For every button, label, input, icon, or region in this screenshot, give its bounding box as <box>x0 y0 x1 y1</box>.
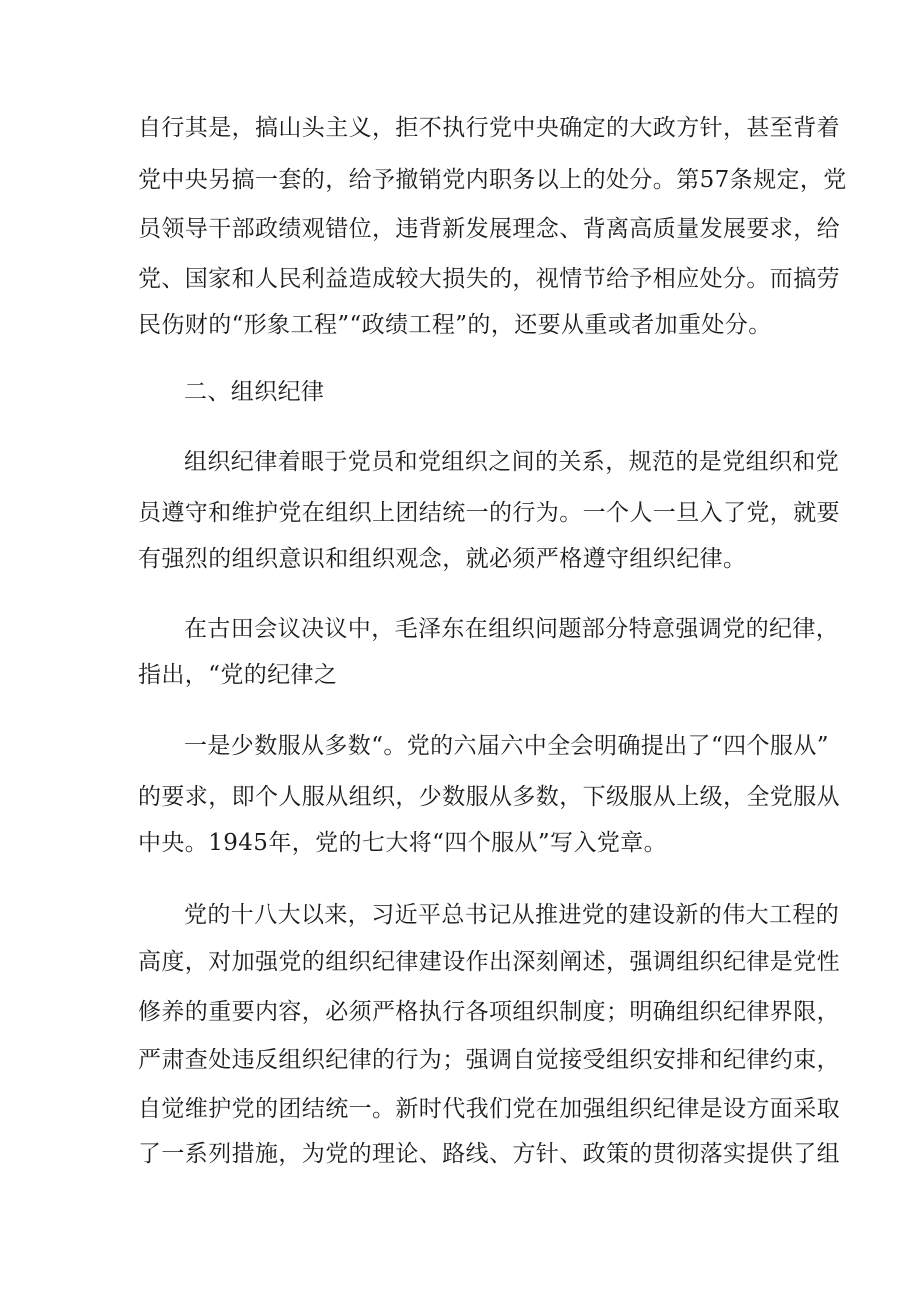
paragraph-1-line-5: 民伤财的“形象工程”“政绩工程”的，还要从重或者加重处分。 <box>138 312 772 338</box>
paragraph-3-line-2: 指出，“党的纪律之 <box>138 662 338 688</box>
paragraph-3-line-1: 在古田会议决议中，毛泽东在组织问题部分特意强调党的纪律， <box>184 616 840 642</box>
paragraph-5-line-1: 党的十八大以来，习近平总书记从推进党的建设新的伟大工程的 <box>184 902 840 928</box>
paragraph-5-line-4: 严肃查处违反组织纪律的行为；强调自觉接受组织安排和纪律约束， <box>138 1047 840 1073</box>
paragraph-2-line-2: 员遵守和维护党在组织上团结统一的行为。一个人一旦入了党，就要 <box>138 500 840 526</box>
paragraph-5-line-6: 了一系列措施，为党的理论、路线、方针、政策的贯彻落实提供了组 <box>138 1141 840 1167</box>
paragraph-5-line-3: 修养的重要内容，必须严格执行各项组织制度；明确组织纪律界限， <box>138 999 840 1025</box>
paragraph-1-line-3: 员领导干部政绩观错位，违背新发展理念、背离高质量发展要求，给 <box>138 216 840 242</box>
paragraph-5-line-2: 高度，对加强党的组织纪律建设作出深刻阐述，强调组织纪律是党性 <box>138 949 840 975</box>
paragraph-2-line-3: 有强烈的组织意识和组织观念，就必须严格遵守组织纪律。 <box>138 546 747 572</box>
section-heading: 二、组织纪律 <box>184 379 325 405</box>
paragraph-4-line-2: 的要求，即个人服从组织，少数服从多数，下级服从上级，全党服从 <box>138 784 840 810</box>
paragraph-4-line-1: 一是少数服从多数“。党的六届六中全会明确提出了“四个服从” <box>184 733 829 759</box>
paragraph-1-line-1: 自行其是，搞山头主义，拒不执行党中央确定的大政方针，甚至背着 <box>138 115 840 141</box>
paragraph-1-line-4: 党、国家和人民利益造成较大损失的，视情节给予相应处分。而搞劳 <box>138 266 840 292</box>
paragraph-2-line-1: 组织纪律着眼于党员和党组织之间的关系，规范的是党组织和党 <box>184 449 840 475</box>
paragraph-4-line-3: 中央。1945年，党的七大将“四个服从”写入党章。 <box>138 830 668 856</box>
paragraph-5-line-5: 自觉维护党的团结统一。新时代我们党在加强组织纪律是设方面采取 <box>138 1096 840 1122</box>
paragraph-1-line-2: 党中央另搞一套的，给予撤销党内职务以上的处分。第57条规定，党 <box>138 167 847 193</box>
